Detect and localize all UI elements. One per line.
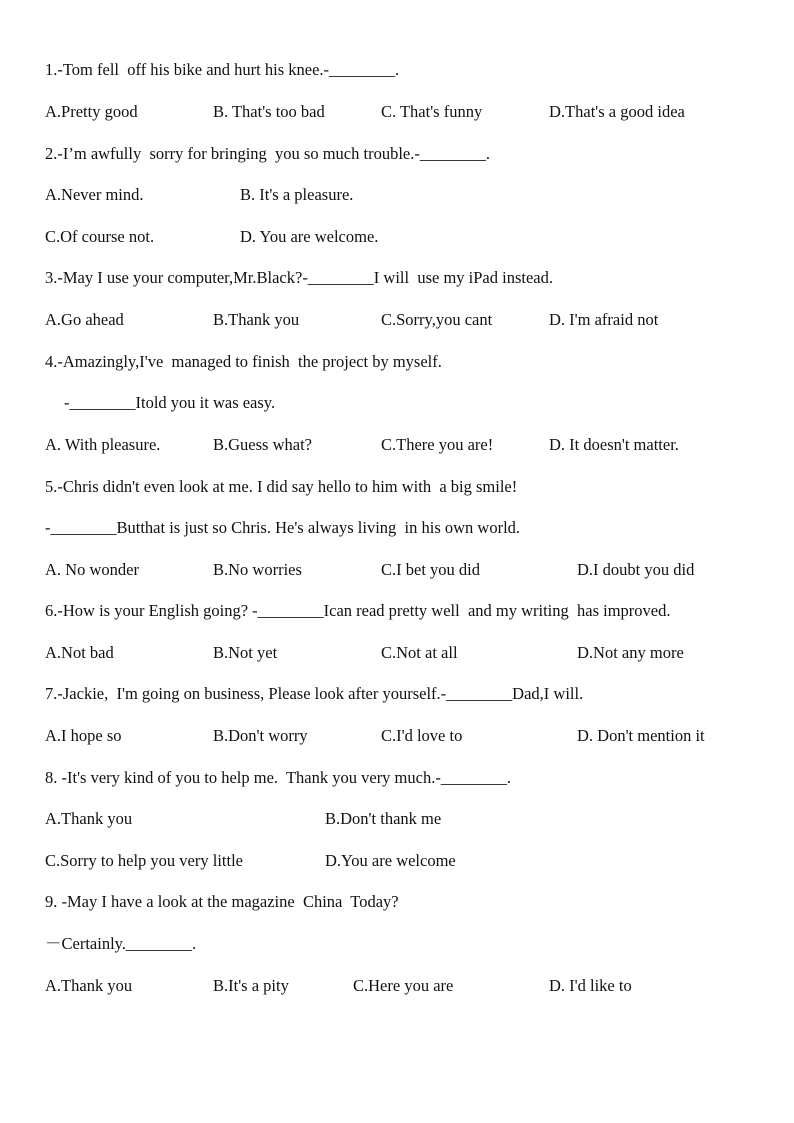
question-9-response: －Certainly.________.	[45, 934, 197, 953]
question-6-stem: 6.-How is your English going? -________Ican read pretty well and my writing has improved.	[45, 601, 671, 620]
question-5-response: -________Butthat is just so Chris. He's always living in his own world.	[45, 518, 521, 537]
question-4-option-b: B.Guess what?	[213, 435, 312, 454]
question-7-option-d: D. Don't mention it	[577, 726, 705, 745]
question-2-option-b: B. It's a pleasure.	[240, 185, 354, 204]
question-5-option-a: A. No wonder	[45, 560, 139, 579]
question-5-option-d: D.I doubt you did	[577, 560, 695, 579]
question-1-option-a: A.Pretty good	[45, 102, 138, 121]
question-9-option-a: A.Thank you	[45, 976, 133, 995]
question-1-option-d: D.That's a good idea	[549, 102, 685, 121]
question-5-option-c: C.I bet you did	[381, 560, 480, 579]
question-3-stem: 3.-May I use your computer,Mr.Black?-________I will use my iPad instead.	[45, 268, 553, 287]
question-8-option-a: A.Thank you	[45, 809, 133, 828]
question-4-option-a: A. With pleasure.	[45, 435, 161, 454]
question-7-option-c: C.I'd love to	[381, 726, 463, 745]
question-9-option-d: D. I'd like to	[549, 976, 632, 995]
question-3-option-d: D. I'm afraid not	[549, 310, 659, 329]
question-3-option-a: A.Go ahead	[45, 310, 124, 329]
question-6-option-d: D.Not any more	[577, 643, 684, 662]
question-6-option-b: B.Not yet	[213, 643, 278, 662]
question-4-option-d: D. It doesn't matter.	[549, 435, 679, 454]
question-7-option-b: B.Don't worry	[213, 726, 308, 745]
question-1-stem: 1.-Tom fell off his bike and hurt his knee.-________.	[45, 60, 400, 79]
question-8-stem: 8. -It's very kind of you to help me. Thank you very much.-________.	[45, 768, 511, 787]
question-2-stem: 2.-I’m awfully sorry for bringing you so much trouble.-________.	[45, 144, 490, 163]
question-1-option-c: C. That's funny	[381, 102, 483, 121]
question-3-option-b: B.Thank you	[213, 310, 300, 329]
question-4-response: -________Itold you it was easy.	[64, 393, 276, 412]
question-4-option-c: C.There you are!	[381, 435, 494, 454]
question-9-stem: 9. -May I have a look at the magazine China Today?	[45, 892, 399, 911]
question-5-option-b: B.No worries	[213, 560, 302, 579]
question-9-option-c: C.Here you are	[353, 976, 454, 995]
question-4-stem: 4.-Amazingly,I've managed to finish the project by myself.	[45, 352, 442, 371]
question-5-stem: 5.-Chris didn't even look at me. I did say hello to him with a big smile!	[45, 477, 518, 496]
question-9-option-b: B.It's a pity	[213, 976, 289, 995]
question-6-option-a: A.Not bad	[45, 643, 114, 662]
question-2-option-d: D. You are welcome.	[240, 227, 379, 246]
question-7-stem: 7.-Jackie, I'm going on business, Please look after yourself.-________Dad,I will.	[45, 684, 584, 703]
question-7-option-a: A.I hope so	[45, 726, 122, 745]
question-8-option-c: C.Sorry to help you very little	[45, 851, 243, 870]
question-1-option-b: B. That's too bad	[213, 102, 325, 121]
question-6-option-c: C.Not at all	[381, 643, 458, 662]
question-3-option-c: C.Sorry,you cant	[381, 310, 493, 329]
question-2-option-a: A.Never mind.	[45, 185, 144, 204]
question-8-option-b: B.Don't thank me	[325, 809, 442, 828]
question-2-option-c: C.Of course not.	[45, 227, 155, 246]
question-8-option-d: D.You are welcome	[325, 851, 456, 870]
